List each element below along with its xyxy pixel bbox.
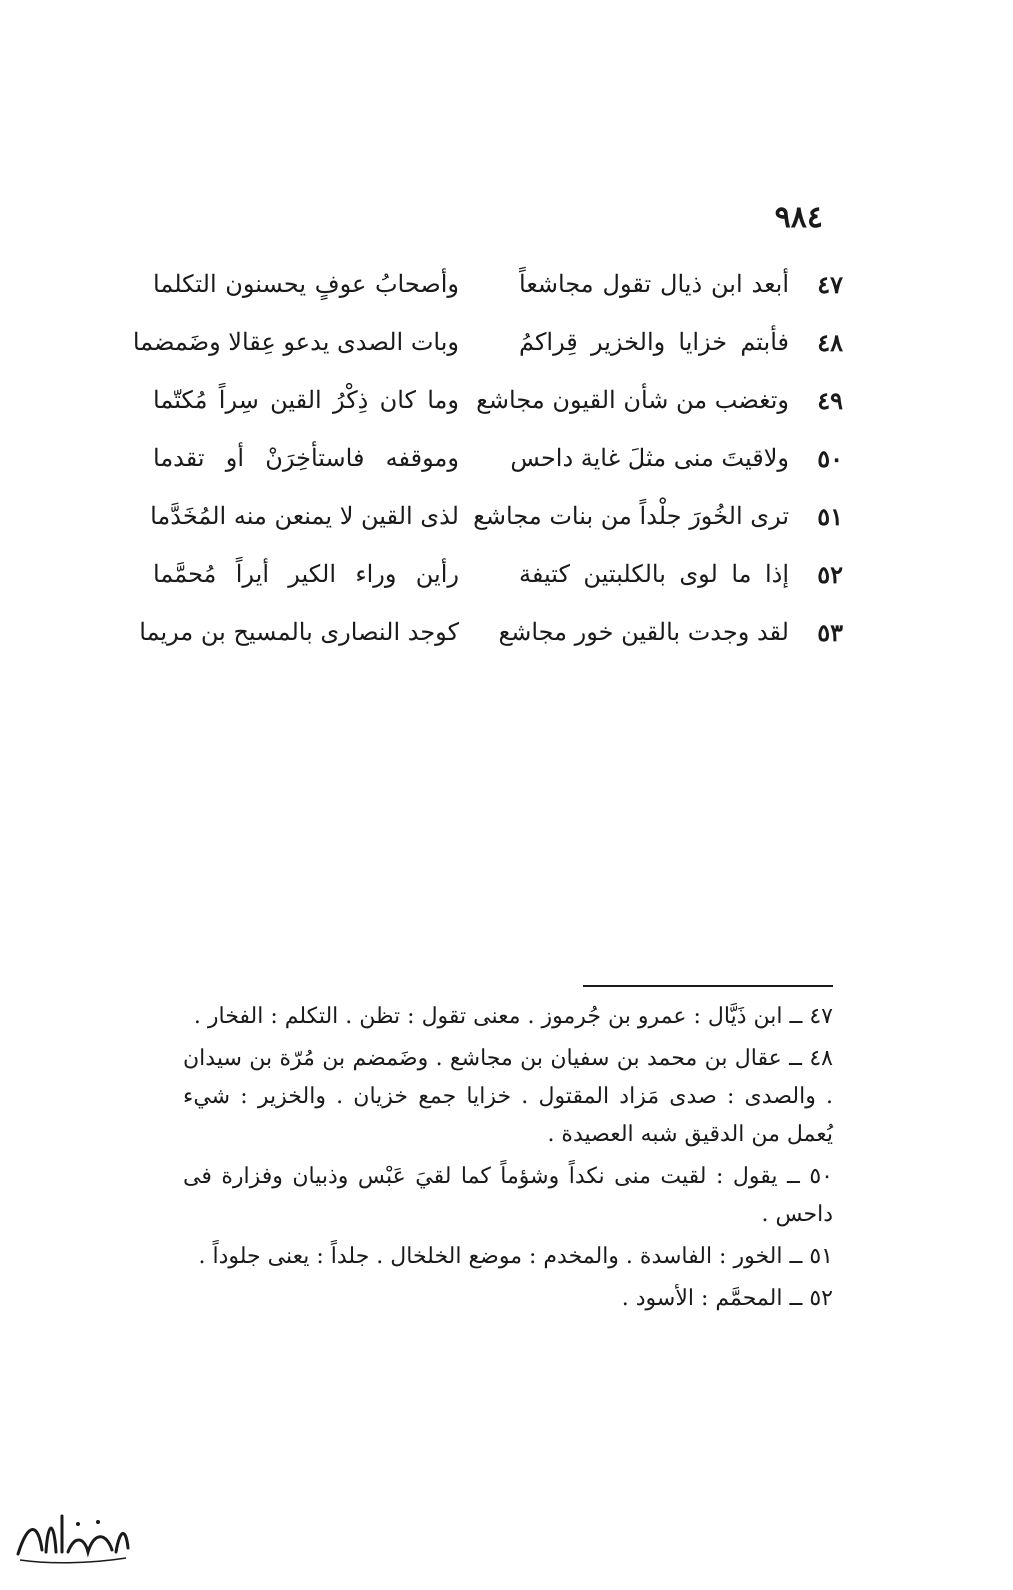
verse-second-hemistich: وأصحابُ عوفٍ يحسنون التكلما: [153, 270, 459, 298]
verse-row: [150, 487, 843, 545]
verse-second-hemistich: وموقفه فاستأخِرَنْ أو تقدما: [153, 444, 459, 472]
verse-row: [132, 313, 843, 371]
footnote: ٤٧ ــ ابن ذَيَّال : عمرو بن جُرموز . معنى تقول : تظن . التكلم : الفخار .: [193, 1004, 833, 1029]
verse-second-hemistich: كوجد النصارى بالمسيح بن مريما: [139, 618, 459, 646]
footnote: ٤٨ ــ عقال بن محمد بن سفيان بن مجاشع . وضَمضم بن مُرّة بن سيدان . والصدى : صدى مَزاد المقتول . خزايا جمع خزيان . والخزير : شيء يُعمل من الدقيق شبه العصيدة .: [183, 1046, 833, 1147]
verse-first-hemistich: لقد وجدت بالقين خور مجاشع: [498, 618, 789, 646]
verse-second-hemistich: وما كان ذِكْرُ القين سِراً مُكتّما: [153, 386, 459, 414]
library-stamp-logo: [8, 1502, 133, 1572]
page-number: ٩٨٤: [774, 200, 823, 235]
verse-second-hemistich: رأين وراء الكير أيراً مُحمَّما: [153, 560, 459, 588]
verse-first-hemistich: وتغضب من شأن القيون مجاشع: [476, 386, 789, 414]
footnotes: [183, 998, 833, 1322]
verse-number: ٤٩: [817, 385, 843, 415]
verse-number: ٥١: [817, 501, 843, 531]
verse-second-hemistich: وبات الصدى يدعو عِقالا وضَمضما: [132, 328, 459, 356]
footnote-divider: [583, 985, 833, 987]
poem-verses: [132, 255, 843, 661]
verse-number: ٥٢: [817, 559, 843, 589]
verse-row: [153, 429, 843, 487]
verse-first-hemistich: ولاقيتَ منى مثلَ غاية داحس: [510, 444, 789, 472]
verse-first-hemistich: ترى الخُورَ جلْداً من بنات مجاشع: [473, 502, 789, 530]
verse-row: [153, 545, 843, 603]
verse-second-hemistich: لذى القين لا يمنعن منه المُخَدَّما: [150, 502, 459, 530]
verse-number: ٤٨: [817, 327, 843, 357]
footnote: ٥٢ ــ المحمَّم : الأسود .: [621, 1286, 833, 1311]
verse-first-hemistich: فأبتم خزايا والخزير قِراكمُ: [519, 328, 789, 356]
verse-number: ٥٠: [817, 443, 843, 473]
verse-first-hemistich: أبعد ابن ذيال تقول مجاشعاً: [519, 270, 789, 298]
verse-number: ٥٣: [817, 617, 843, 647]
verse-row: [139, 603, 843, 661]
verse-first-hemistich: إذا ما لوى بالكلبتين كتيفة: [519, 560, 789, 588]
footnote: ٥٠ ــ يقول : لقيت منى نكداً وشؤماً كما لقيَ عَبْس وذبيان وفزارة فى داحس .: [183, 1164, 833, 1227]
verse-number: ٤٧: [817, 269, 843, 299]
footnote: ٥١ ــ الخور : الفاسدة . والمخدم : موضع الخلخال . جلداً : يعنى جلوداً .: [198, 1244, 833, 1269]
verse-row: [153, 371, 843, 429]
verse-row: [153, 255, 843, 313]
